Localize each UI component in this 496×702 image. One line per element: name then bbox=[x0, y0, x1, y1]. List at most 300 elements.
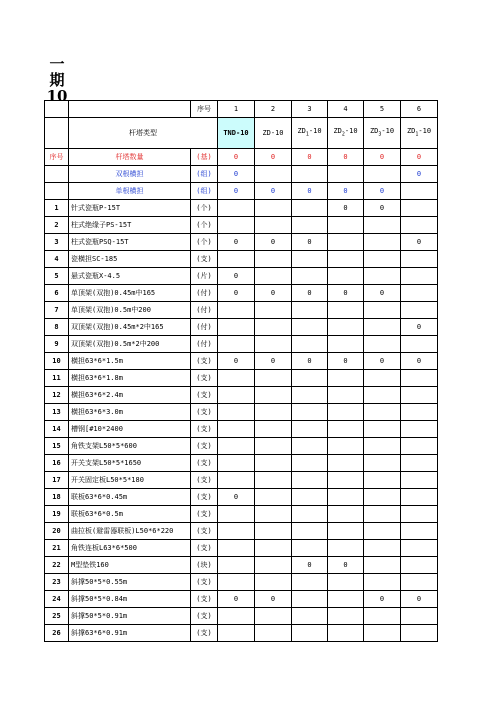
row-name: 槽钢[#10*2400 bbox=[69, 421, 191, 438]
row-unit: (支) bbox=[191, 353, 218, 370]
tower-type-label: 杆塔类型 bbox=[69, 118, 218, 149]
col-number-1: 1 bbox=[218, 101, 255, 118]
summary-value: 0 bbox=[218, 166, 255, 183]
table-row bbox=[45, 506, 438, 523]
row-value bbox=[328, 404, 364, 421]
summary-seq bbox=[45, 183, 69, 200]
table-row bbox=[45, 591, 438, 608]
row-seq: 25 bbox=[45, 608, 69, 625]
row-value bbox=[401, 370, 438, 387]
table-row bbox=[45, 625, 438, 642]
summary-value: 0 bbox=[401, 166, 438, 183]
row-value bbox=[364, 217, 401, 234]
row-value bbox=[292, 574, 328, 591]
row-unit: (支) bbox=[191, 472, 218, 489]
row-unit: (付) bbox=[191, 336, 218, 353]
row-seq: 23 bbox=[45, 574, 69, 591]
row-value bbox=[328, 574, 364, 591]
row-unit: (付) bbox=[191, 319, 218, 336]
row-value bbox=[401, 421, 438, 438]
row-value bbox=[401, 557, 438, 574]
row-value bbox=[218, 455, 255, 472]
row-value bbox=[328, 302, 364, 319]
row-value: 0 bbox=[218, 489, 255, 506]
row-unit: (支) bbox=[191, 625, 218, 642]
row-name: 横担63*6*1.5m bbox=[69, 353, 191, 370]
row-value: 0 bbox=[255, 285, 292, 302]
row-value bbox=[364, 625, 401, 642]
summary-value: 0 bbox=[292, 149, 328, 166]
col-number-3: 3 bbox=[292, 101, 328, 118]
row-unit: (片) bbox=[191, 268, 218, 285]
table-row bbox=[45, 387, 438, 404]
row-name: 柱式瓷瓶PSQ-15T bbox=[69, 234, 191, 251]
row-seq: 19 bbox=[45, 506, 69, 523]
row-value bbox=[255, 455, 292, 472]
row-value bbox=[328, 438, 364, 455]
row-unit: (支) bbox=[191, 591, 218, 608]
summary-value bbox=[292, 166, 328, 183]
row-value bbox=[255, 217, 292, 234]
row-value bbox=[255, 370, 292, 387]
row-name: 斜撑50*5*0.55m bbox=[69, 574, 191, 591]
row-unit: (个) bbox=[191, 217, 218, 234]
row-value bbox=[328, 591, 364, 608]
row-seq: 26 bbox=[45, 625, 69, 642]
row-value bbox=[401, 540, 438, 557]
material-table bbox=[44, 100, 438, 642]
seq-header: 序号 bbox=[191, 101, 218, 118]
row-value bbox=[292, 370, 328, 387]
table-row bbox=[45, 336, 438, 353]
row-value bbox=[364, 336, 401, 353]
row-value: 0 bbox=[328, 285, 364, 302]
row-value bbox=[218, 608, 255, 625]
row-seq: 1 bbox=[45, 200, 69, 217]
row-value bbox=[218, 421, 255, 438]
col-number-2: 2 bbox=[255, 101, 292, 118]
row-value bbox=[292, 540, 328, 557]
row-value bbox=[401, 285, 438, 302]
row-value: 0 bbox=[218, 285, 255, 302]
row-value bbox=[364, 455, 401, 472]
row-value: 0 bbox=[364, 200, 401, 217]
row-value bbox=[401, 608, 438, 625]
row-seq: 5 bbox=[45, 268, 69, 285]
row-value bbox=[218, 404, 255, 421]
row-value bbox=[218, 438, 255, 455]
row-unit: (支) bbox=[191, 370, 218, 387]
row-value: 0 bbox=[218, 234, 255, 251]
row-value bbox=[218, 370, 255, 387]
row-value: 0 bbox=[364, 353, 401, 370]
row-value bbox=[328, 455, 364, 472]
row-value: 0 bbox=[364, 591, 401, 608]
title-char-2: 期 bbox=[49, 71, 65, 89]
row-seq: 11 bbox=[45, 370, 69, 387]
row-unit: (支) bbox=[191, 574, 218, 591]
row-name: 曲拉板(避雷器联板)L50*6*220 bbox=[69, 523, 191, 540]
row-value bbox=[292, 251, 328, 268]
table-body bbox=[45, 101, 438, 642]
row-unit: (付) bbox=[191, 285, 218, 302]
tower-type-4: $ZD_2-10$ bbox=[328, 118, 364, 149]
row-value: 0 bbox=[401, 591, 438, 608]
row-value bbox=[292, 421, 328, 438]
row-value bbox=[401, 302, 438, 319]
row-unit: (付) bbox=[191, 302, 218, 319]
row-value bbox=[255, 557, 292, 574]
row-value bbox=[364, 251, 401, 268]
row-value bbox=[328, 370, 364, 387]
row-value bbox=[364, 319, 401, 336]
row-value bbox=[218, 200, 255, 217]
row-value bbox=[401, 625, 438, 642]
summary-value: 0 bbox=[218, 149, 255, 166]
row-value: 0 bbox=[328, 557, 364, 574]
summary-value: 0 bbox=[328, 183, 364, 200]
row-value bbox=[364, 370, 401, 387]
row-value bbox=[328, 472, 364, 489]
row-unit: (支) bbox=[191, 455, 218, 472]
row-value: 0 bbox=[328, 200, 364, 217]
summary-unit: (组) bbox=[191, 183, 218, 200]
row-name: 横担63*6*2.4m bbox=[69, 387, 191, 404]
row-unit: (支) bbox=[191, 438, 218, 455]
table-row bbox=[45, 489, 438, 506]
row-value: 0 bbox=[255, 234, 292, 251]
table-row bbox=[45, 353, 438, 370]
summary-value: 0 bbox=[364, 149, 401, 166]
row-seq: 21 bbox=[45, 540, 69, 557]
row-name: 悬式瓷瓶X-4.5 bbox=[69, 268, 191, 285]
row-name: 横担63*6*1.8m bbox=[69, 370, 191, 387]
row-seq: 20 bbox=[45, 523, 69, 540]
row-value: 0 bbox=[255, 353, 292, 370]
row-value bbox=[328, 421, 364, 438]
row-value bbox=[401, 404, 438, 421]
table-row bbox=[45, 370, 438, 387]
row-value bbox=[218, 574, 255, 591]
row-unit: (块) bbox=[191, 557, 218, 574]
row-value bbox=[328, 387, 364, 404]
row-value bbox=[255, 319, 292, 336]
row-seq: 10 bbox=[45, 353, 69, 370]
row-value bbox=[364, 523, 401, 540]
row-unit: (支) bbox=[191, 387, 218, 404]
summary-seq bbox=[45, 166, 69, 183]
row-value bbox=[364, 574, 401, 591]
summary-seq: 序号 bbox=[45, 149, 69, 166]
row-value bbox=[218, 540, 255, 557]
row-value bbox=[292, 319, 328, 336]
summary-name: 杆塔数量 bbox=[69, 149, 191, 166]
row-value bbox=[364, 234, 401, 251]
row-unit: (支) bbox=[191, 489, 218, 506]
row-value bbox=[292, 608, 328, 625]
row-value bbox=[328, 217, 364, 234]
table-row bbox=[45, 404, 438, 421]
row-value bbox=[255, 625, 292, 642]
table-row bbox=[45, 421, 438, 438]
row-name: 横担63*6*3.0m bbox=[69, 404, 191, 421]
row-value bbox=[255, 540, 292, 557]
row-seq: 16 bbox=[45, 455, 69, 472]
row-seq: 17 bbox=[45, 472, 69, 489]
row-name: 瓷横担SC-185 bbox=[69, 251, 191, 268]
row-value bbox=[292, 438, 328, 455]
table-row bbox=[45, 608, 438, 625]
row-unit: (支) bbox=[191, 523, 218, 540]
summary-unit: (基) bbox=[191, 149, 218, 166]
row-seq: 2 bbox=[45, 217, 69, 234]
summary-value bbox=[255, 166, 292, 183]
row-value bbox=[401, 217, 438, 234]
row-name: 斜撑63*6*0.91m bbox=[69, 625, 191, 642]
row-seq: 14 bbox=[45, 421, 69, 438]
row-name: 斜撑50*5*0.91m bbox=[69, 608, 191, 625]
row-value bbox=[255, 574, 292, 591]
tower-type-1: TND-10 bbox=[218, 118, 255, 149]
row-value: 0 bbox=[218, 591, 255, 608]
row-value bbox=[255, 489, 292, 506]
row-value bbox=[292, 217, 328, 234]
summary-value bbox=[401, 183, 438, 200]
row-value bbox=[292, 404, 328, 421]
header-number-row bbox=[45, 101, 438, 118]
row-value bbox=[255, 523, 292, 540]
row-value bbox=[401, 387, 438, 404]
row-value bbox=[218, 217, 255, 234]
row-value bbox=[292, 489, 328, 506]
row-value bbox=[401, 251, 438, 268]
row-value: 0 bbox=[292, 557, 328, 574]
row-value bbox=[364, 302, 401, 319]
row-value bbox=[218, 625, 255, 642]
row-name: 联板63*6*0.5m bbox=[69, 506, 191, 523]
row-value bbox=[328, 625, 364, 642]
tower-type-6: $ZD_1-10$ bbox=[401, 118, 438, 149]
col-number-5: 5 bbox=[364, 101, 401, 118]
row-value bbox=[255, 251, 292, 268]
summary-value: 0 bbox=[218, 183, 255, 200]
table-row bbox=[45, 319, 438, 336]
row-value bbox=[401, 455, 438, 472]
summary-value: 0 bbox=[255, 149, 292, 166]
row-unit: (支) bbox=[191, 506, 218, 523]
row-name: 联板63*6*0.45m bbox=[69, 489, 191, 506]
row-value bbox=[364, 506, 401, 523]
row-value: 0 bbox=[292, 285, 328, 302]
row-value: 0 bbox=[401, 234, 438, 251]
row-value bbox=[292, 268, 328, 285]
row-value bbox=[218, 336, 255, 353]
row-value bbox=[255, 404, 292, 421]
row-value bbox=[292, 625, 328, 642]
row-value bbox=[364, 404, 401, 421]
row-value bbox=[328, 268, 364, 285]
row-value bbox=[328, 540, 364, 557]
row-seq: 24 bbox=[45, 591, 69, 608]
row-value bbox=[255, 421, 292, 438]
summary-value: 0 bbox=[364, 183, 401, 200]
row-value bbox=[401, 574, 438, 591]
row-value bbox=[292, 200, 328, 217]
row-value bbox=[255, 608, 292, 625]
table-row bbox=[45, 455, 438, 472]
table-row bbox=[45, 472, 438, 489]
table-row bbox=[45, 302, 438, 319]
row-value bbox=[328, 319, 364, 336]
row-seq: 13 bbox=[45, 404, 69, 421]
col-number-6: 6 bbox=[401, 101, 438, 118]
row-value bbox=[292, 506, 328, 523]
row-seq: 15 bbox=[45, 438, 69, 455]
row-value bbox=[328, 506, 364, 523]
blank-cell bbox=[45, 118, 69, 149]
row-value bbox=[255, 336, 292, 353]
summary-value bbox=[364, 166, 401, 183]
blank-cell bbox=[69, 101, 191, 118]
summary-row bbox=[45, 183, 438, 200]
row-value bbox=[255, 506, 292, 523]
row-value bbox=[364, 268, 401, 285]
row-value: 0 bbox=[401, 319, 438, 336]
row-value: 0 bbox=[255, 591, 292, 608]
row-value bbox=[292, 387, 328, 404]
row-value bbox=[364, 489, 401, 506]
summary-unit: (组) bbox=[191, 166, 218, 183]
row-value bbox=[364, 608, 401, 625]
row-value bbox=[255, 387, 292, 404]
row-value bbox=[364, 421, 401, 438]
summary-value: 0 bbox=[255, 183, 292, 200]
row-value bbox=[218, 251, 255, 268]
title-char-3: 10 bbox=[46, 87, 68, 100]
row-value: 0 bbox=[401, 353, 438, 370]
row-name: 单顶架(双抱)0.45m中165 bbox=[69, 285, 191, 302]
col-number-4: 4 bbox=[328, 101, 364, 118]
row-value bbox=[255, 302, 292, 319]
row-unit: (支) bbox=[191, 608, 218, 625]
summary-name: 单根横担 bbox=[69, 183, 191, 200]
row-seq: 7 bbox=[45, 302, 69, 319]
row-seq: 9 bbox=[45, 336, 69, 353]
row-value bbox=[255, 268, 292, 285]
row-value bbox=[292, 472, 328, 489]
row-value bbox=[401, 506, 438, 523]
row-value bbox=[218, 506, 255, 523]
summary-value bbox=[328, 166, 364, 183]
row-value bbox=[255, 438, 292, 455]
row-value bbox=[328, 336, 364, 353]
row-value bbox=[328, 489, 364, 506]
row-name: 开关支架L50*5*1650 bbox=[69, 455, 191, 472]
row-value: 0 bbox=[364, 285, 401, 302]
row-seq: 8 bbox=[45, 319, 69, 336]
title-char-1: 一 bbox=[49, 56, 65, 73]
summary-row bbox=[45, 166, 438, 183]
table-row bbox=[45, 574, 438, 591]
row-value bbox=[364, 438, 401, 455]
row-name: 针式瓷瓶P-15T bbox=[69, 200, 191, 217]
row-seq: 6 bbox=[45, 285, 69, 302]
row-value bbox=[255, 472, 292, 489]
row-value bbox=[218, 472, 255, 489]
table-row bbox=[45, 438, 438, 455]
row-value bbox=[401, 523, 438, 540]
table-row bbox=[45, 268, 438, 285]
row-value bbox=[218, 302, 255, 319]
row-unit: (个) bbox=[191, 234, 218, 251]
row-unit: (支) bbox=[191, 404, 218, 421]
row-name: 双顶架(双抱)0.5m*2中200 bbox=[69, 336, 191, 353]
row-value bbox=[218, 387, 255, 404]
table-row bbox=[45, 285, 438, 302]
header-type-row bbox=[45, 118, 438, 149]
row-value: 0 bbox=[218, 353, 255, 370]
row-value bbox=[401, 336, 438, 353]
row-value bbox=[292, 336, 328, 353]
row-name: 柱式绝缘子PS-15T bbox=[69, 217, 191, 234]
table-row bbox=[45, 251, 438, 268]
summary-name: 双根横担 bbox=[69, 166, 191, 183]
row-name: 角铁支架L50*5*600 bbox=[69, 438, 191, 455]
row-seq: 3 bbox=[45, 234, 69, 251]
table-row bbox=[45, 234, 438, 251]
summary-value: 0 bbox=[292, 183, 328, 200]
tower-type-5: $ZD_3-10$ bbox=[364, 118, 401, 149]
row-value bbox=[292, 455, 328, 472]
row-name: 角铁连板L63*6*500 bbox=[69, 540, 191, 557]
row-name: 斜撑50*5*0.84m bbox=[69, 591, 191, 608]
row-seq: 22 bbox=[45, 557, 69, 574]
row-value bbox=[364, 387, 401, 404]
row-value bbox=[328, 251, 364, 268]
row-value: 0 bbox=[292, 353, 328, 370]
blank-cell bbox=[45, 101, 69, 118]
row-name: 开关固定板L50*5*180 bbox=[69, 472, 191, 489]
row-value bbox=[364, 472, 401, 489]
table-row bbox=[45, 200, 438, 217]
row-value bbox=[328, 234, 364, 251]
summary-value: 0 bbox=[401, 149, 438, 166]
tower-type-3: $ZD_1-10$ bbox=[292, 118, 328, 149]
row-value bbox=[255, 200, 292, 217]
row-name: M型垫铁160 bbox=[69, 557, 191, 574]
row-value bbox=[401, 472, 438, 489]
row-value bbox=[364, 557, 401, 574]
table-row bbox=[45, 217, 438, 234]
row-value bbox=[218, 319, 255, 336]
table-row bbox=[45, 557, 438, 574]
table-row bbox=[45, 540, 438, 557]
row-value: 0 bbox=[292, 234, 328, 251]
row-value bbox=[364, 540, 401, 557]
row-value bbox=[292, 591, 328, 608]
row-seq: 18 bbox=[45, 489, 69, 506]
row-value bbox=[401, 438, 438, 455]
row-value bbox=[328, 523, 364, 540]
row-value: 0 bbox=[218, 268, 255, 285]
table-row bbox=[45, 523, 438, 540]
row-unit: (支) bbox=[191, 251, 218, 268]
row-value bbox=[292, 302, 328, 319]
row-seq: 12 bbox=[45, 387, 69, 404]
row-unit: (支) bbox=[191, 421, 218, 438]
row-value: 0 bbox=[328, 353, 364, 370]
row-name: 单顶架(双抱)0.5m中200 bbox=[69, 302, 191, 319]
